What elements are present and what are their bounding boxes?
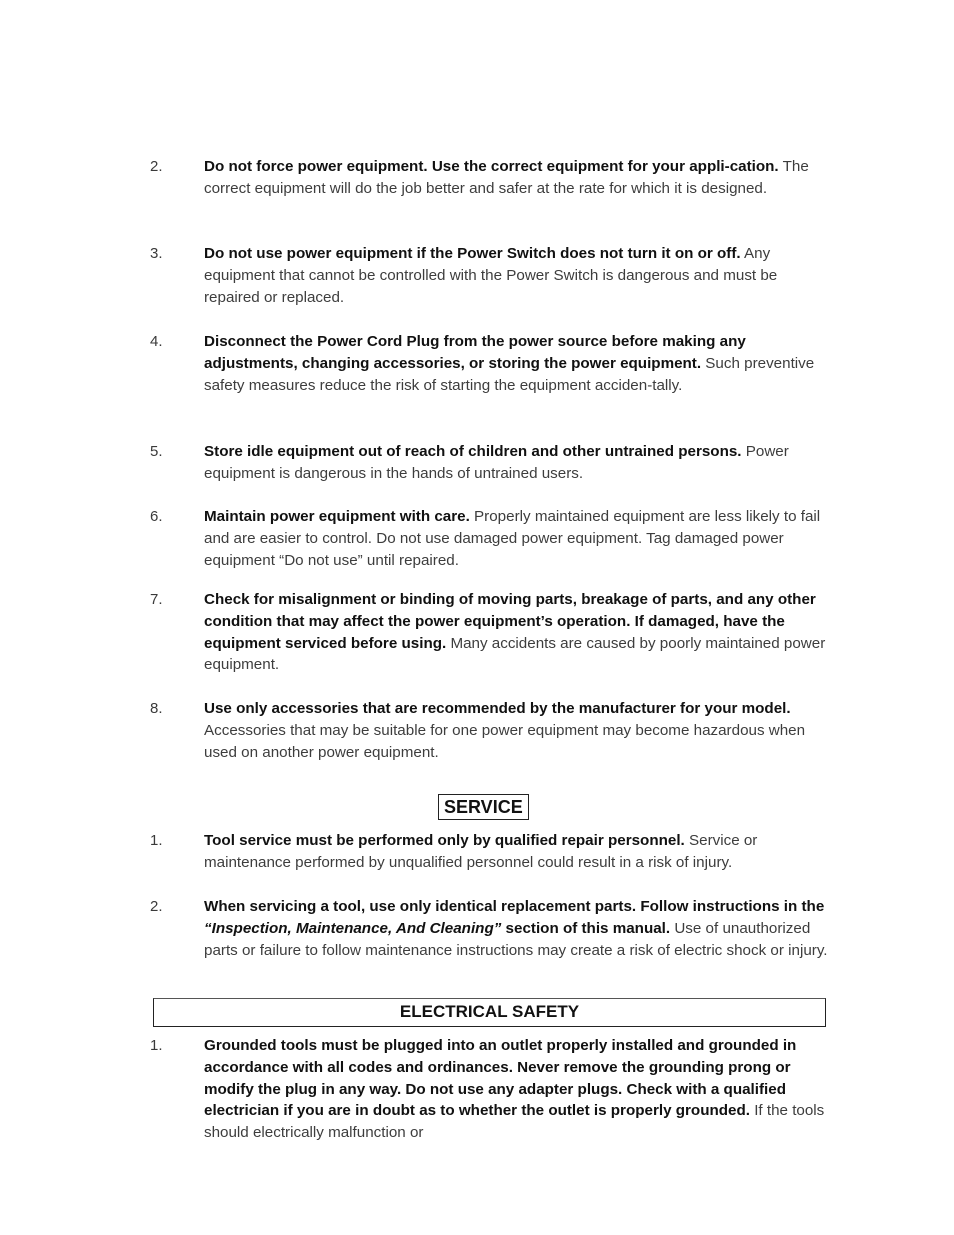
- item-bold-text: Do not use power equipment if the Power Switch does not turn it on or off.: [204, 245, 741, 262]
- item-paragraph: [204, 830, 830, 874]
- list-item: [150, 698, 830, 763]
- item-text: Service or maintenance performed by unqualified personnel could result in a risk of injury.: [204, 832, 758, 871]
- item-bold-text: Do not force power equipment. Use the correct equipment for your appli-cation.: [204, 158, 779, 175]
- electrical-safety-banner: [153, 998, 826, 1027]
- item-text: Use of unauthorized parts or failure to follow maintenance instructions may create a risk of electric shock or injury.: [204, 919, 828, 959]
- item-number: 5.: [150, 443, 163, 460]
- item-text: Properly maintained equipment are less likely to fail and are easier to control. Do not use damaged power equipment. Tag damaged power equipment “Do not use” until repaired.: [204, 508, 821, 569]
- item-bold-text: Grounded tools must be plugged into an outlet properly installed and grounded in accordance with all codes and ordinances. Never remove the grounding prong or modify the plug in any way. Do not use any adapter plugs. Check with a qualified electrician if you are in doubt as to whether the outlet is properly grounded.: [204, 1037, 797, 1120]
- item-number: 4.: [150, 333, 163, 350]
- list-item: [150, 506, 830, 571]
- item-paragraph: [204, 698, 830, 763]
- item-number: 8.: [150, 700, 163, 717]
- item-bold-text: Tool service must be performed only by qualified repair personnel.: [204, 832, 685, 849]
- item-paragraph: [204, 156, 830, 200]
- item-bold-text: Disconnect the Power Cord Plug from the power source before making any adjustments, changing accessories, or storing the power equipment.: [204, 333, 746, 372]
- item-text: The correct equipment will do the job better and safer at the rate for which it is designed.: [204, 158, 809, 197]
- item-bold-text: section of this manual.: [501, 919, 671, 937]
- item-bold-text: Use only accessories that are recommended by the manufacturer for your model.: [204, 700, 791, 717]
- item-text: Power equipment is dangerous in the hands of untrained users.: [204, 443, 789, 482]
- item-paragraph: [204, 896, 830, 961]
- item-bold-text: Store idle equipment out of reach of children and other untrained persons.: [204, 443, 742, 460]
- list-item: [150, 331, 830, 396]
- item-number: 2.: [150, 898, 163, 915]
- item-text: Many accidents are caused by poorly maintained power equipment.: [204, 634, 826, 674]
- item-number: 1.: [150, 832, 163, 849]
- item-bold-text: Check for misalignment or binding of moving parts, breakage of parts, and any other condition that may affect the power equipment’s operation. If damaged, have the equipment serviced before using.: [204, 591, 816, 652]
- item-paragraph: [204, 589, 830, 676]
- item-paragraph: [204, 506, 830, 571]
- service-heading: SERVICE: [438, 794, 529, 820]
- item-paragraph: [204, 331, 830, 396]
- item-text: If the tools should electrically malfunction or: [204, 1102, 825, 1142]
- item-number: 2.: [150, 158, 163, 175]
- item-number: 7.: [150, 591, 163, 608]
- item-paragraph: [204, 441, 830, 485]
- item-bold-text: Maintain power equipment with care.: [204, 508, 470, 525]
- list-item: [150, 896, 830, 961]
- item-text: Accessories that may be suitable for one power equipment may become hazardous when used on another power equipment.: [204, 721, 806, 761]
- list-item: [150, 156, 830, 200]
- list-item: [150, 1035, 830, 1144]
- item-number: 6.: [150, 508, 163, 525]
- item-paragraph: [204, 1035, 830, 1144]
- list-item: [150, 441, 830, 485]
- electrical-safety-heading: ELECTRICAL SAFETY: [399, 1002, 580, 1021]
- item-number: 3.: [150, 245, 163, 262]
- list-item: [150, 243, 830, 308]
- item-number: 1.: [150, 1037, 163, 1054]
- item-paragraph: [204, 243, 830, 308]
- item-bold-text: When servicing a tool, use only identical replacement parts. Follow instructions in the: [204, 898, 825, 915]
- list-item: [150, 830, 830, 874]
- list-item: [150, 589, 830, 676]
- item-text: Any equipment that cannot be controlled with the Power Switch is dangerous and must be repaired or replaced.: [204, 245, 778, 306]
- manual-section-reference: “Inspection, Maintenance, And Cleaning”: [204, 919, 502, 937]
- item-text: Such preventive safety measures reduce the risk of starting the equipment acciden-tally.: [204, 354, 815, 394]
